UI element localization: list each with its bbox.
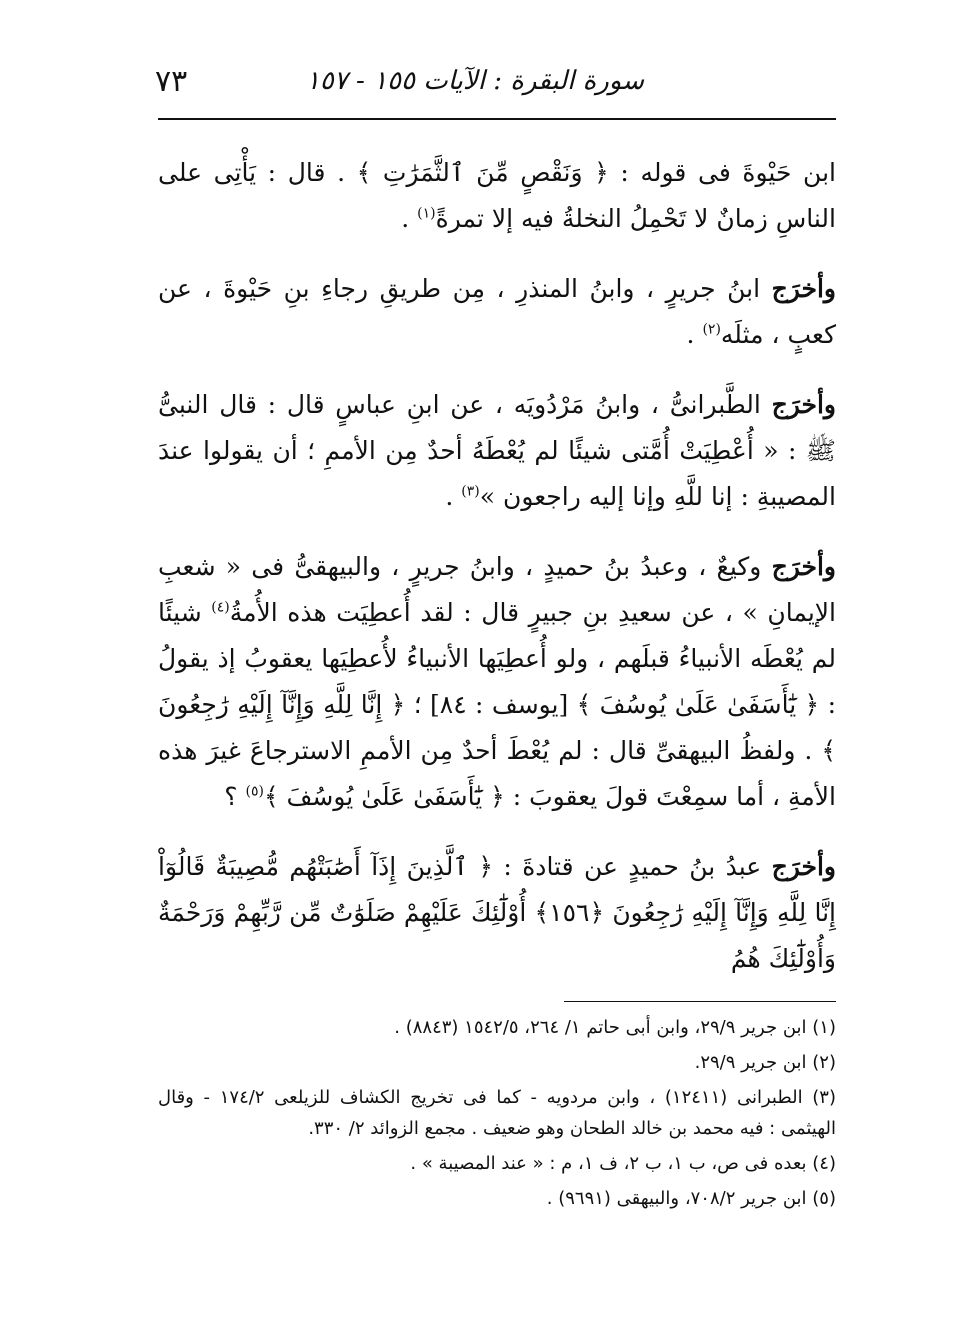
paragraph-4 bbox=[158, 544, 836, 820]
footnote-3: (٣) الطبرانى (١٢٤١١) ، وابن مردويه - كما فى تخريج الكشاف للزيلعى ١٧٤/٢ - وقال الهيثمى : فيه محمد بن خالد الطحان وهو ضعيف . مجمع الزوائد ٢/ ٣٣٠. bbox=[158, 1087, 836, 1139]
header-rule bbox=[158, 118, 836, 120]
paragraph-text: وكيعٌ ، وعبدُ بنُ حميدٍ ، وابنُ جريرٍ ، والبيهقىُّ فى « شعبِ الإيمانِ » ، عن سعيدِ بنِ جبيرٍ قال : لقد أُعطِيَت هذه الأُمةُ bbox=[158, 552, 836, 627]
page-header bbox=[155, 64, 839, 110]
paragraph-2 bbox=[158, 266, 836, 358]
footnote-5: (٥) ابن جرير ٧٠٨/٢، والبيهقى (٩٦٩١) . bbox=[546, 1188, 836, 1209]
page-number: ٧٣ bbox=[155, 64, 188, 99]
footnote-ref-4[interactable]: (٤) bbox=[211, 599, 230, 616]
running-title: سورة البقرة : الآيات ١٥٥ - ١٥٧ bbox=[305, 66, 644, 96]
paragraph-5 bbox=[158, 844, 836, 982]
paragraph-tail: . bbox=[686, 320, 703, 349]
paragraph-text: ابن حَيْوةَ فى قوله : ﴿ وَنَقْصٍ مِّنَ ٱلثَّمَرَٰتِ ﴾ . قال : يَأْتِى على الناسِ زمانٌ لا تَحْمِلُ النخلةُ فيه إلا تمرةً bbox=[158, 158, 836, 233]
paragraph-tail: . bbox=[401, 204, 418, 233]
paragraph-tail: . bbox=[445, 482, 462, 511]
paragraph-text: عبدُ بنُ حميدٍ عن قتادةَ : ﴿ ٱلَّذِينَ إِذَآ أَصَٰبَتْهُم مُّصِيبَةٌ قَالُوٓاْ إِنَّا لِلَّهِ وَإِنَّآ إِلَيْهِ رَٰجِعُونَ ﴿١٥٦﴾ أُوْلَٰٓئِكَ عَلَيْهِمْ صَلَوَٰتٌ مِّن رَّبِّهِمْ وَرَحْمَةٌ وَأُوْلَٰٓئِكَ هُمُ bbox=[158, 852, 836, 973]
footnote-ref-2[interactable]: (٢) bbox=[702, 321, 721, 338]
paragraph-text: ابنُ جريرٍ ، وابنُ المنذرِ ، مِن طريقِ رجاءِ بنِ حَيْوةَ ، عن كعبٍ ، مثلَه bbox=[158, 274, 836, 349]
footnote-ref-3[interactable]: (٣) bbox=[461, 483, 480, 500]
footnote-ref-1[interactable]: (١) bbox=[417, 205, 436, 222]
footnote-4: (٤) بعده فى ص، ب ١، ب ٢، ف ١، م : « عند المصيبة » . bbox=[410, 1153, 836, 1174]
paragraph-tail: شيئًا لم يُعْطَه الأنبياءُ قبلَهم ، ولو أُعطِيَها الأنبياءُ لأُعطِيَها يعقوبُ إذ يقولُ : ﴿ يَٰٓأَسَفَىٰ عَلَىٰ يُوسُفَ ﴾ [يوسف : ٨٤] ؛ ﴿ إِنَّا لِلَّهِ وَإِنَّآ إِلَيْهِ رَٰجِعُونَ ﴾ . ولفظُ البيهقىِّ قال : لم يُعْطَ أحدٌ مِن الأممِ الاسترجاعَ غيرَ هذه الأمةِ ، أما سمِعْتَ قولَ يعقوبَ : ﴿ يَٰٓأَسَفَىٰ عَلَىٰ يُوسُفَ ﴾ bbox=[158, 598, 836, 811]
paragraph-1 bbox=[158, 150, 836, 242]
paragraph-tail-2: ؟ bbox=[224, 782, 246, 811]
paragraph-3 bbox=[158, 382, 836, 520]
footnotes bbox=[158, 1012, 836, 1218]
paragraph-lead: وأخرَج bbox=[771, 852, 836, 881]
footnote-2: (٢) ابن جرير ٢٩/٩. bbox=[694, 1052, 836, 1073]
paragraph-text: الطَّبرانىُّ ، وابنُ مَرْدُويَه ، عن ابنِ عباسٍ قال : قال النبىُّ ﷺ : « أُعْطِيَتْ أُمَّتى شيئًا لم يُعْطَهُ أحدٌ مِن الأممِ ؛ أن يقولوا عندَ المصيبةِ : إنا للَّهِ وإنا إليه راجعون » bbox=[158, 390, 836, 511]
footnote-1: (١) ابن جرير ٢٩/٩، وابن أبى حاتم ١/ ٢٦٤، ١٥٤٢/٥ (٨٨٤٣) . bbox=[394, 1017, 836, 1038]
paragraph-lead: وأخرَج bbox=[771, 274, 836, 303]
paragraph-lead: وأخرَج bbox=[771, 390, 836, 419]
footnote-separator bbox=[564, 1001, 836, 1002]
main-text bbox=[158, 150, 836, 1006]
paragraph-lead: وأخرَج bbox=[771, 552, 836, 581]
footnote-ref-5[interactable]: (٥) bbox=[245, 783, 264, 800]
